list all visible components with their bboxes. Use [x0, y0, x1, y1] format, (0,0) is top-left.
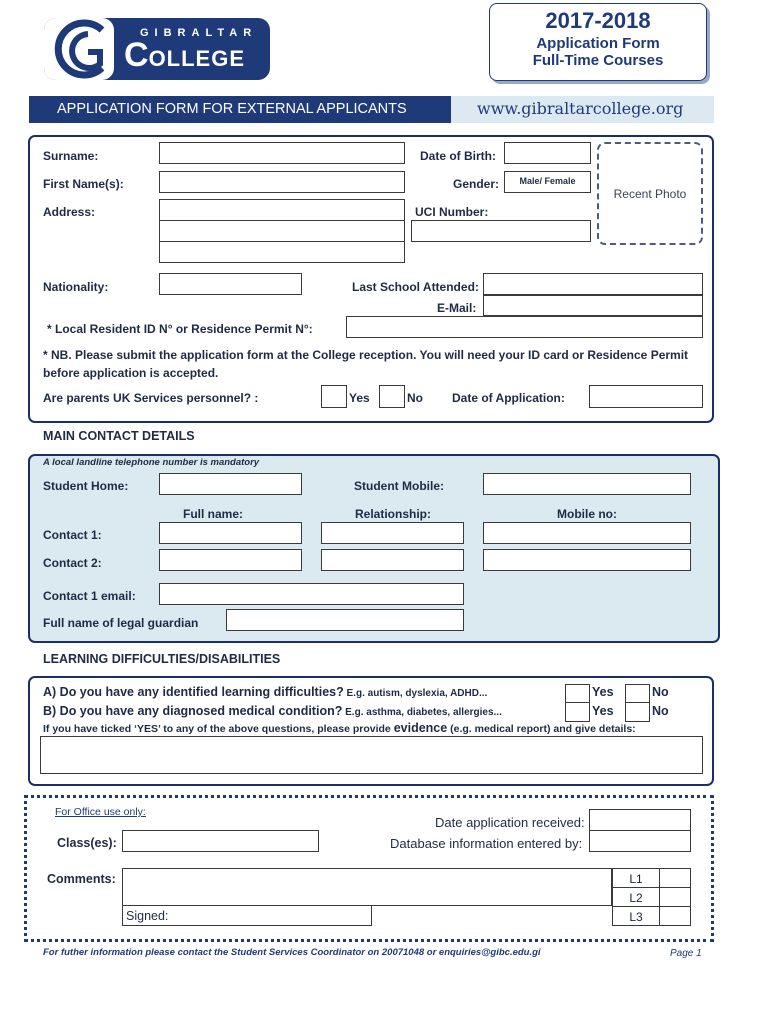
parents-uk-no-checkbox[interactable] [379, 385, 405, 408]
gender-input[interactable] [504, 171, 591, 193]
contact1-relationship-input[interactable] [321, 522, 464, 544]
question-b-yes-label: Yes [592, 704, 614, 718]
parents-uk-no-label: No [407, 391, 423, 405]
comments-label: Comments: [47, 872, 116, 886]
contact1-label: Contact 1: [43, 528, 102, 542]
question-b-eg: E.g. asthma, diabetes, allergies... [342, 707, 502, 718]
date-received-input[interactable] [589, 809, 691, 831]
uci-label: UCI Number: [415, 205, 489, 219]
student-home-input[interactable] [159, 473, 302, 495]
learning-details-input[interactable] [40, 736, 703, 774]
last-school-input[interactable] [483, 273, 703, 295]
level-l3-label: L3 [629, 910, 643, 924]
level-l1-cell [612, 868, 660, 888]
resident-id-label: * Local Resident ID N° or Residence Permit N°: [47, 322, 313, 336]
office-use-title: For Office use only: [55, 806, 146, 818]
uci-input[interactable] [411, 220, 591, 242]
contact1-email-label: Contact 1 email: [43, 589, 136, 603]
level-l2-cell [612, 887, 660, 907]
question-a-eg: E.g. autism, dyslexia, ADHD... [343, 688, 488, 699]
if-yes-evidence: evidence [393, 721, 448, 735]
date-of-application-label: Date of Application: [452, 391, 565, 405]
contact2-mobile-input[interactable] [483, 549, 691, 571]
question-b-no-label: No [652, 704, 669, 718]
question-b-yes-checkbox[interactable] [565, 702, 590, 722]
question-a-yes-label: Yes [592, 685, 614, 699]
learning-section-title: LEARNING DIFFICULTIES/DISABILITIES [43, 652, 281, 666]
guardian-label: Full name of legal guardian [43, 616, 199, 630]
contact1-mobile-input[interactable] [483, 522, 691, 544]
db-entered-label: Database information entered by: [390, 836, 583, 851]
level-l3-checkbox[interactable] [659, 906, 691, 926]
first-names-input[interactable] [159, 171, 405, 193]
banner-title: APPLICATION FORM FOR EXTERNAL APPLICANTS [57, 101, 407, 117]
surname-input[interactable] [159, 142, 405, 164]
address-label: Address: [43, 205, 96, 219]
form-subtitle-text: Full-Time Courses [532, 52, 664, 69]
nationality-label: Nationality: [43, 280, 109, 294]
classes-label: Class(es): [57, 836, 117, 850]
db-entered-input[interactable] [589, 830, 691, 852]
page-number: Page 1 [670, 948, 702, 959]
last-school-label: Last School Attended: [352, 280, 479, 294]
footer-info: For futher information please contact the Student Services Coordinator on 20071048 or enquiries@gibc.edu.gi [43, 947, 541, 958]
question-a-no-checkbox[interactable] [625, 684, 650, 704]
nationality-input[interactable] [159, 273, 302, 295]
date-of-application-input[interactable] [589, 385, 703, 408]
level-l2-checkbox[interactable] [659, 887, 691, 907]
question-a-no-label: No [652, 685, 669, 699]
first-names-label: First Name(s): [43, 177, 124, 191]
contact2-label: Contact 2: [43, 556, 102, 570]
contact-section-title: MAIN CONTACT DETAILS [43, 429, 195, 443]
parents-uk-yes-label: Yes [349, 391, 370, 405]
address-input-line2[interactable] [159, 220, 405, 242]
comments-input[interactable] [122, 868, 612, 906]
parents-uk-yes-checkbox[interactable] [321, 385, 347, 408]
contact1-name-input[interactable] [159, 522, 302, 544]
resident-id-input[interactable] [346, 316, 703, 338]
if-yes-text-1: If you have ticked ‘YES’ to any of the above questions, please provide [43, 723, 394, 735]
student-mobile-input[interactable] [483, 473, 691, 495]
photo-box[interactable] [597, 142, 703, 245]
question-a-text: A) Do you have any identified learning difficulties? [43, 685, 344, 699]
banner-website[interactable]: www.gibraltarcollege.org [477, 99, 684, 118]
logo-word-rest: OLLEGE [148, 46, 246, 71]
year-text: 2017-2018 [545, 8, 651, 33]
level-l1-checkbox[interactable] [659, 868, 691, 888]
logo-line2 [124, 36, 245, 75]
gender-label: Gender: [453, 177, 500, 191]
full-name-header: Full name: [183, 507, 244, 521]
student-home-label: Student Home: [43, 479, 129, 493]
nb-note: * NB. Please submit the application form at the College reception. You will need your ID card or Residence Permit before application is accepted. [43, 348, 689, 380]
question-b-no-checkbox[interactable] [625, 702, 650, 722]
student-mobile-label: Student Mobile: [354, 479, 444, 493]
question-a [43, 685, 487, 699]
contact1-email-input[interactable] [159, 583, 464, 605]
level-l1-label: L1 [629, 872, 643, 886]
parents-uk-label: Are parents UK Services personnel? : [43, 391, 259, 405]
logo-line1: GIBRALTAR [140, 27, 258, 39]
guardian-input[interactable] [226, 609, 464, 631]
form-title-text: Application Form [536, 35, 660, 52]
classes-input[interactable] [122, 830, 319, 852]
date-received-label: Date application received: [435, 815, 585, 830]
level-l3-cell [612, 906, 660, 926]
contact-note: A local landline telephone number is mandatory [43, 457, 260, 468]
dob-label: Date of Birth: [420, 149, 496, 163]
gender-hint: Male/ Female [519, 176, 576, 186]
logo-letter-c: C [124, 36, 149, 74]
relationship-header: Relationship: [355, 507, 432, 521]
email-label: E-Mail: [437, 301, 477, 315]
question-b-text: B) Do you have any diagnosed medical condition? [43, 704, 343, 718]
banner [29, 96, 714, 123]
question-b [43, 704, 502, 718]
if-yes-instruction [43, 721, 636, 735]
contact2-relationship-input[interactable] [321, 549, 464, 571]
contact2-name-input[interactable] [159, 549, 302, 571]
mobile-no-header: Mobile no: [557, 507, 617, 521]
surname-label: Surname: [43, 149, 99, 163]
year-box [489, 3, 707, 81]
college-logo [44, 18, 270, 80]
photo-label: Recent Photo [613, 187, 687, 201]
dob-input[interactable] [504, 142, 591, 164]
question-a-yes-checkbox[interactable] [565, 684, 590, 704]
level-l2-label: L2 [629, 891, 643, 905]
signed-label: Signed: [126, 909, 169, 923]
if-yes-text-3: (e.g. medical report) and give details: [447, 723, 636, 735]
address-input-line1[interactable] [159, 199, 405, 221]
email-input[interactable] [483, 295, 703, 316]
signed-input[interactable] [122, 905, 372, 926]
address-input-line3[interactable] [159, 241, 405, 263]
